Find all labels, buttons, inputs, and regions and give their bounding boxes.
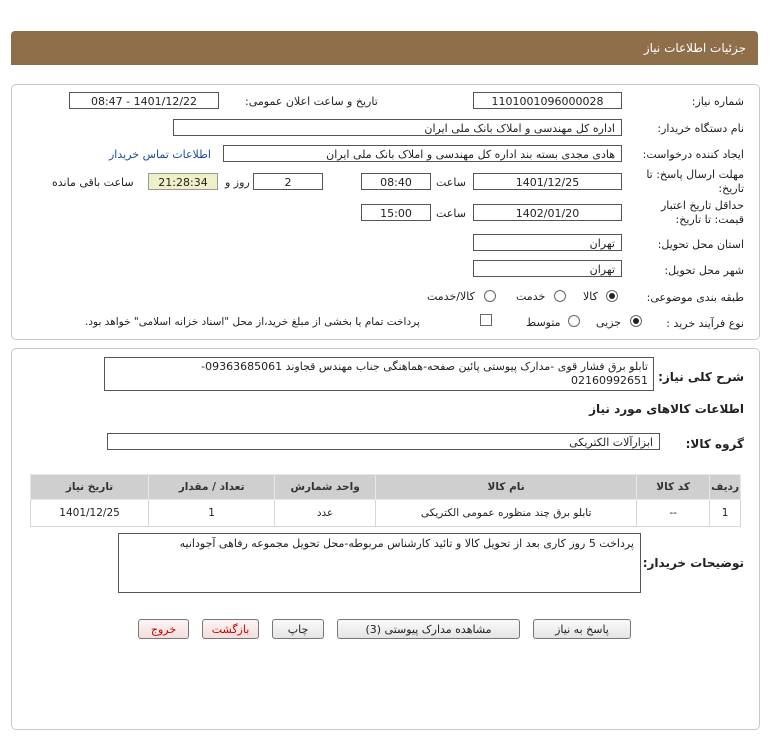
process-minor-label: جزیی — [596, 316, 622, 329]
deadline-label: مهلت ارسال پاسخ: تا تاریخ: — [646, 168, 744, 195]
cell-row: 1 — [710, 500, 741, 527]
summary-field — [104, 357, 654, 391]
category-service-label: خدمت — [516, 290, 546, 303]
category-goods-label: کالا — [583, 290, 598, 303]
creator-label: ایجاد کننده درخواست: — [642, 148, 744, 161]
goods-group-label: گروه کالا: — [685, 437, 744, 451]
category-goods-service-radio[interactable] — [484, 290, 496, 302]
col-unit-header: واحد شمارش — [275, 475, 376, 500]
category-service-radio[interactable] — [554, 290, 566, 302]
announce-datetime-label: تاریخ و ساعت اعلان عمومی: — [245, 95, 378, 108]
col-qty-header: تعداد / مقدار — [149, 475, 275, 500]
deadline-time-field: 08:40 — [361, 173, 431, 190]
process-medium-label: متوسط — [526, 316, 561, 329]
announce-datetime-field: 1401/12/22 - 08:47 — [69, 92, 219, 109]
remaining-time-field: 21:28:34 — [148, 173, 218, 190]
process-minor-radio[interactable] — [630, 315, 642, 327]
summary-label: شرح کلی نیاز: — [658, 370, 744, 384]
cell-date: 1401/12/25 — [31, 500, 149, 527]
process-medium-radio[interactable] — [568, 315, 580, 327]
province-field: تهران — [473, 234, 622, 251]
remaining-time-label: ساعت باقی مانده — [52, 176, 134, 189]
buyer-contact-link[interactable]: اطلاعات تماس خریدار — [109, 148, 211, 161]
page-title: جزئیات اطلاعات نیاز — [643, 41, 746, 55]
buyer-org-label: نام دستگاه خریدار: — [657, 122, 744, 135]
category-goods-radio[interactable] — [606, 290, 618, 302]
creator-field: هادی مجدی بسته بند اداره کل مهندسی و املاک بانک ملی ایران — [223, 145, 622, 162]
validity-date-field: 1402/01/20 — [473, 204, 622, 221]
items-table — [30, 474, 741, 527]
cell-name: تابلو برق چند منظوره عمومی الکتریکی — [376, 500, 637, 527]
cell-qty: 1 — [149, 500, 275, 527]
cell-code: -- — [637, 500, 710, 527]
summary-line-2: 02160992651 — [571, 374, 648, 387]
days-remaining-field: 2 — [253, 173, 323, 190]
col-code-header: کد کالا — [637, 475, 710, 500]
view-attachments-button[interactable]: مشاهده مدارک پیوستی (3) — [337, 619, 520, 639]
buyer-notes-label: توضیحات خریدار: — [642, 556, 744, 570]
validity-time-field: 15:00 — [361, 204, 431, 221]
goods-group-field: ابزارآلات الکتریکی — [107, 433, 660, 450]
validity-time-label: ساعت — [436, 207, 466, 220]
need-number-label: شماره نیاز: — [691, 95, 744, 108]
deadline-time-label: ساعت — [436, 176, 466, 189]
buyer-notes-text: پرداخت 5 روز کاری بعد از تحویل کالا و تائید کارشناس مربوطه-محل تحویل مجموعه رفاهی آجودانیه — [179, 537, 634, 550]
need-number-field: 1101001096000028 — [473, 92, 622, 109]
table-header-row — [31, 475, 741, 500]
col-date-header: تاریخ نیاز — [31, 475, 149, 500]
cell-unit: عدد — [275, 500, 376, 527]
deadline-date-field: 1401/12/25 — [473, 173, 622, 190]
buyer-org-field: اداره کل مهندسی و املاک بانک ملی ایران — [173, 119, 622, 136]
print-button[interactable]: چاپ — [272, 619, 324, 639]
table-row — [31, 500, 741, 527]
city-label: شهر محل تحویل: — [664, 264, 744, 277]
validity-label: حداقل تاریخ اعتبار قیمت: تا تاریخ: — [660, 199, 744, 226]
treasury-payment-checkbox[interactable] — [480, 314, 492, 326]
col-name-header: نام کالا — [376, 475, 637, 500]
treasury-payment-note: پرداخت تمام یا بخشی از مبلغ خرید،از محل "اسناد خزانه اسلامی" خواهد بود. — [85, 316, 420, 328]
goods-section-title: اطلاعات کالاهای مورد نیاز — [589, 402, 744, 416]
days-label: روز و — [225, 176, 250, 189]
category-goods-service-label: کالا/خدمت — [427, 290, 475, 303]
back-button[interactable]: بازگشت — [202, 619, 259, 639]
col-row-header: ردیف — [710, 475, 741, 500]
buyer-notes-field — [118, 533, 641, 593]
category-label: طبقه بندی موضوعی: — [646, 291, 744, 304]
province-label: استان محل تحویل: — [657, 238, 744, 251]
summary-line-1: تابلو برق فشار قوی -مدارک پیوستی پائین صفحه-هماهنگی جناب مهندس قجاوند 09363685061- — [201, 360, 648, 373]
process-type-label: نوع فرآیند خرید : — [666, 317, 744, 330]
city-field: تهران — [473, 260, 622, 277]
page-header — [11, 31, 758, 65]
reply-button[interactable]: پاسخ به نیاز — [533, 619, 631, 639]
exit-button[interactable]: خروج — [138, 619, 189, 639]
